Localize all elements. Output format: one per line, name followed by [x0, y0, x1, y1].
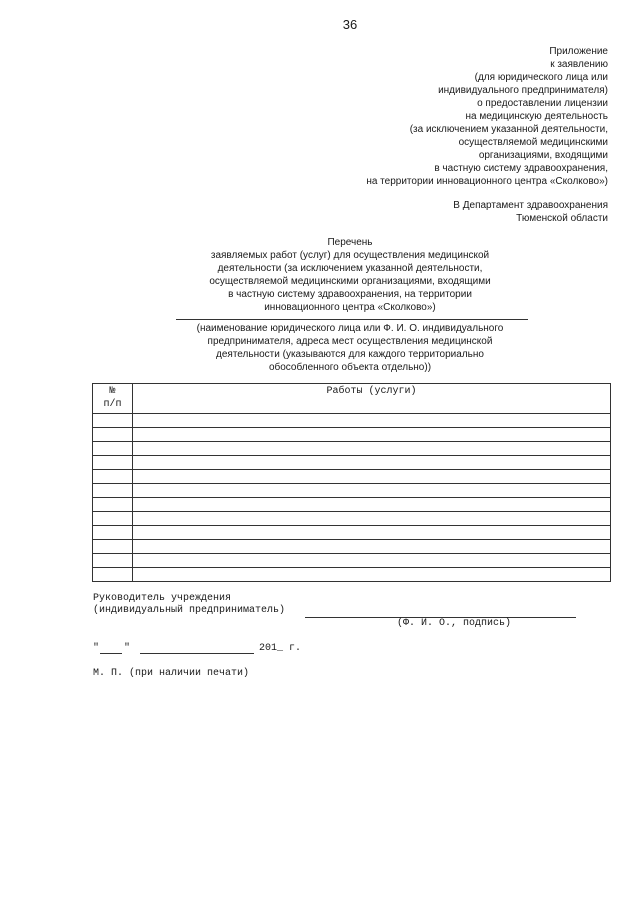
- works-table-body: [93, 414, 611, 582]
- title-line: в частную систему здравоохранения, на территории: [228, 289, 472, 300]
- title-line: инновационного центра «Сколково»): [264, 302, 436, 313]
- date-day-line[interactable]: [100, 653, 122, 654]
- caption-line: деятельности (указываются для каждого территориально: [216, 349, 484, 360]
- row-works-cell[interactable]: [133, 498, 611, 512]
- row-number-cell[interactable]: [93, 512, 133, 526]
- appendix-line: о предоставлении лицензии: [477, 98, 608, 109]
- row-number-cell[interactable]: [93, 498, 133, 512]
- row-number-cell[interactable]: [93, 526, 133, 540]
- row-works-cell[interactable]: [133, 442, 611, 456]
- row-works-cell[interactable]: [133, 554, 611, 568]
- row-works-cell[interactable]: [133, 540, 611, 554]
- row-number-cell[interactable]: [93, 554, 133, 568]
- row-works-cell[interactable]: [133, 470, 611, 484]
- page-number: 36: [342, 17, 358, 32]
- table-row: [93, 554, 611, 568]
- signature-caption: (Ф. И. О., подпись): [397, 618, 512, 629]
- addressee-line: Тюменской области: [516, 213, 608, 224]
- row-works-cell[interactable]: [133, 526, 611, 540]
- appendix-line: организациями, входящими: [478, 150, 608, 161]
- caption-line: (наименование юридического лица или Ф. И. О. индивидуального: [196, 323, 504, 334]
- document-title: [150, 236, 550, 314]
- row-number-cell[interactable]: [93, 414, 133, 428]
- appendix-line: в частную систему здравоохранения,: [434, 163, 608, 174]
- works-table-header-row: [93, 384, 611, 414]
- appendix-line: (для юридического лица или: [474, 72, 608, 83]
- appendix-line: индивидуального предпринимателя): [438, 85, 608, 96]
- appendix-line: осуществляемой медицинскими: [458, 137, 608, 148]
- addressee: [453, 199, 608, 225]
- title-line: осуществляемой медицинскими организациями, входящими: [209, 276, 491, 287]
- row-number-cell[interactable]: [93, 484, 133, 498]
- row-works-cell[interactable]: [133, 484, 611, 498]
- head-label-line1: Руководитель учреждения: [93, 593, 232, 604]
- caption-line: предпринимателя, адреса мест осуществления медицинской: [207, 336, 493, 347]
- date-close-quote: ": [124, 643, 131, 654]
- row-works-cell[interactable]: [133, 414, 611, 428]
- table-row: [93, 414, 611, 428]
- table-row: [93, 484, 611, 498]
- table-row: [93, 540, 611, 554]
- row-works-cell[interactable]: [133, 568, 611, 582]
- caption-line: обособленного объекта отдельно)): [268, 362, 432, 373]
- addressee-line: В Департамент здравоохранения: [453, 200, 608, 211]
- appendix-header: [366, 45, 608, 188]
- header-number-abbr: п/п: [103, 399, 122, 410]
- title-heading: Перечень: [327, 237, 373, 248]
- table-row: [93, 568, 611, 582]
- table-row: [93, 428, 611, 442]
- row-works-cell[interactable]: [133, 456, 611, 470]
- head-label-line2: (индивидуальный предприниматель): [93, 605, 286, 616]
- organization-name-line[interactable]: [176, 319, 528, 320]
- table-row: [93, 470, 611, 484]
- table-row: [93, 442, 611, 456]
- row-number-cell[interactable]: [93, 456, 133, 470]
- row-works-cell[interactable]: [133, 428, 611, 442]
- header-number-cell: [93, 384, 133, 414]
- header-works: Работы (услуги): [133, 384, 611, 414]
- table-row: [93, 498, 611, 512]
- row-number-cell[interactable]: [93, 568, 133, 582]
- title-line: деятельности (за исключением указанной деятельности,: [217, 263, 483, 274]
- appendix-line: на медицинскую деятельность: [465, 111, 608, 122]
- header-number-sign: №: [109, 386, 116, 397]
- date-year: 201_ г.: [259, 643, 302, 654]
- appendix-line: (за исключением указанной деятельности,: [409, 124, 608, 135]
- table-row: [93, 512, 611, 526]
- row-number-cell[interactable]: [93, 540, 133, 554]
- works-table: [92, 383, 611, 582]
- appendix-line: на территории инновационного центра «Сколково»): [366, 176, 608, 187]
- date-open-quote: ": [93, 643, 100, 654]
- row-number-cell[interactable]: [93, 470, 133, 484]
- row-works-cell[interactable]: [133, 512, 611, 526]
- row-number-cell[interactable]: [93, 428, 133, 442]
- row-number-cell[interactable]: [93, 442, 133, 456]
- appendix-line: Приложение: [549, 46, 608, 57]
- title-line: заявляемых работ (услуг) для осуществления медицинской: [210, 250, 490, 261]
- table-row: [93, 456, 611, 470]
- organization-name-caption: [150, 322, 550, 374]
- date-month-line[interactable]: [140, 653, 254, 654]
- appendix-line: к заявлению: [550, 59, 608, 70]
- table-row: [93, 526, 611, 540]
- stamp-note: М. П. (при наличии печати): [93, 668, 250, 679]
